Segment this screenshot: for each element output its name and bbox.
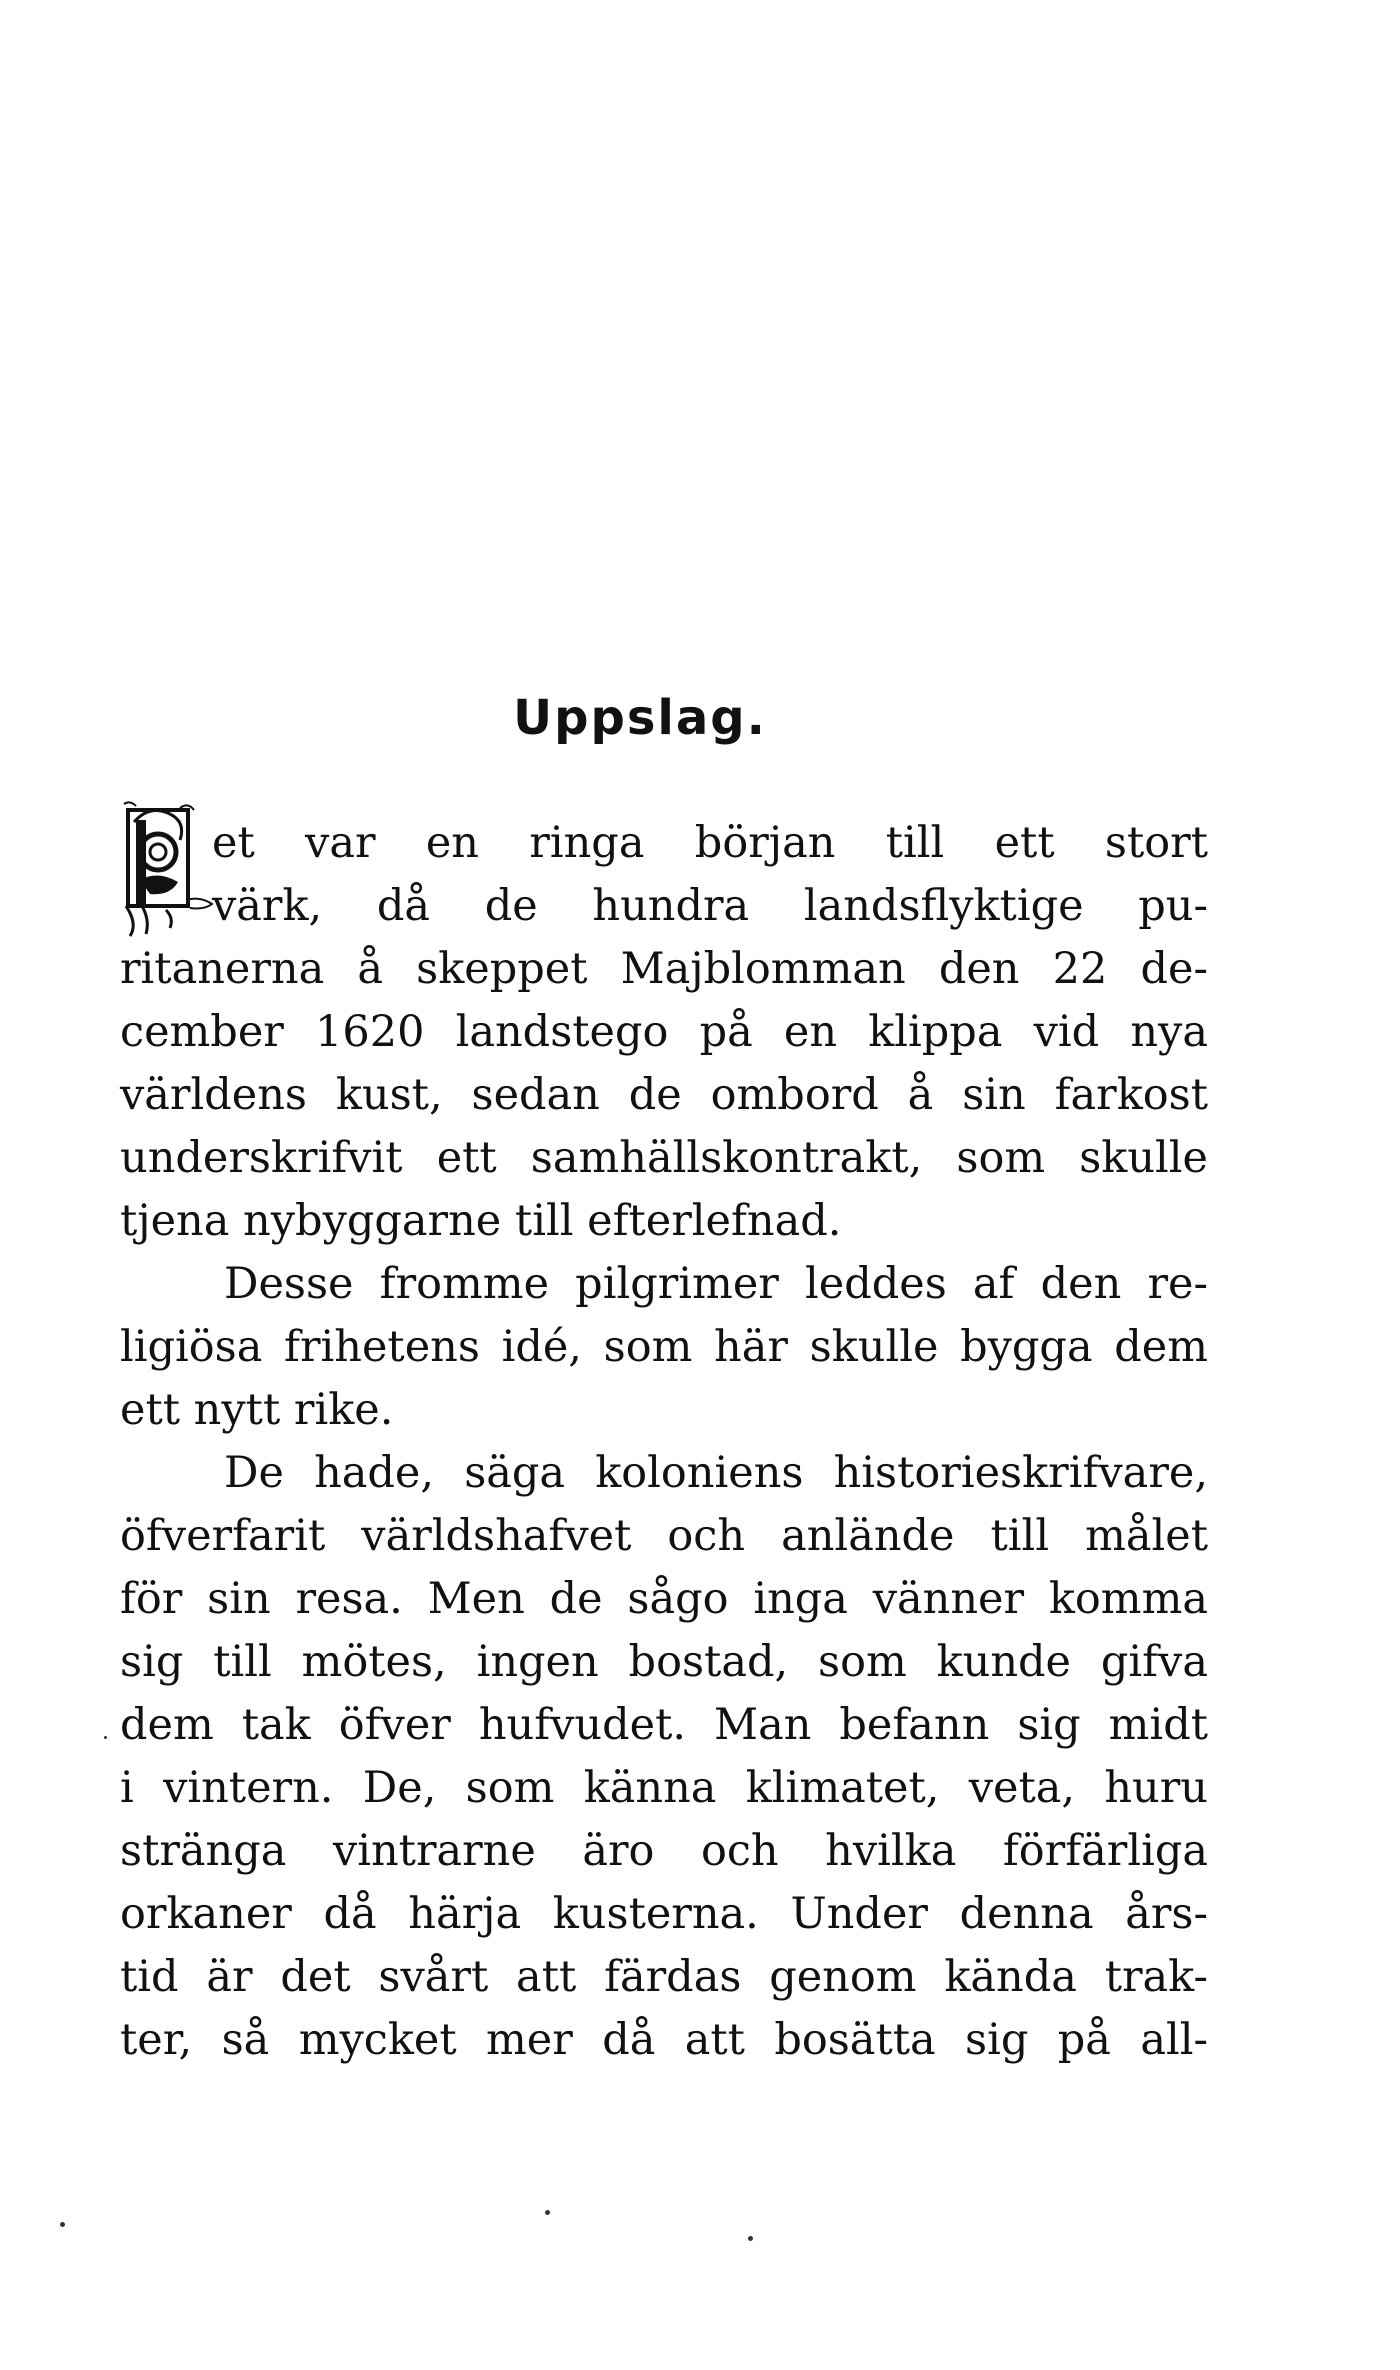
text-line: öfverfarit världshafvet och anlände till målet: [120, 1511, 1208, 1561]
text-line: stränga vintrarne äro och hvilka förfärliga: [120, 1826, 1208, 1876]
text-line: värk, då de hundra landsflyktige pu-: [212, 881, 1208, 931]
text-line: för sin resa. Men de sågo inga vänner komma: [120, 1574, 1208, 1624]
text-line: tjena nybyggarne till efterlefnad.: [120, 1196, 842, 1246]
text-line: De hade, säga koloniens historieskrifvare,: [224, 1448, 1208, 1498]
text-line: ligiösa frihetens idé, som här skulle bygga dem: [120, 1322, 1208, 1372]
body-text: [120, 812, 1208, 2072]
text-line: ett nytt rike.: [120, 1385, 394, 1435]
text-line: et var en ringa början till ett stort: [212, 818, 1208, 868]
print-speck: [60, 2222, 65, 2227]
text-line: i vintern. De, som känna klimatet, veta, huru: [120, 1763, 1208, 1813]
print-speck: [104, 1736, 107, 1739]
print-speck: [545, 2210, 550, 2215]
text-line: ter, så mycket mer då att bosätta sig på all-: [120, 2015, 1208, 2065]
text-line: ritanerna å skeppet Majblomman den 22 de-: [120, 944, 1208, 994]
print-speck: [748, 2236, 753, 2241]
text-line: sig till mötes, ingen bostad, som kunde gifva: [120, 1637, 1208, 1687]
text-line: dem tak öfver hufvudet. Man befann sig midt: [120, 1700, 1208, 1750]
text-line: Desse fromme pilgrimer leddes af den re-: [224, 1259, 1208, 1309]
text-line: underskrifvit ett samhällskontrakt, som skulle: [120, 1133, 1208, 1183]
text-line: världens kust, sedan de ombord å sin farkost: [120, 1070, 1208, 1120]
chapter-heading: Uppslag.: [513, 690, 767, 746]
text-line: orkaner då härja kusterna. Under denna års-: [120, 1889, 1208, 1939]
text-line: cember 1620 landstego på en klippa vid nya: [120, 1007, 1208, 1057]
text-line: tid är det svårt att färdas genom kända trak-: [120, 1952, 1208, 2002]
